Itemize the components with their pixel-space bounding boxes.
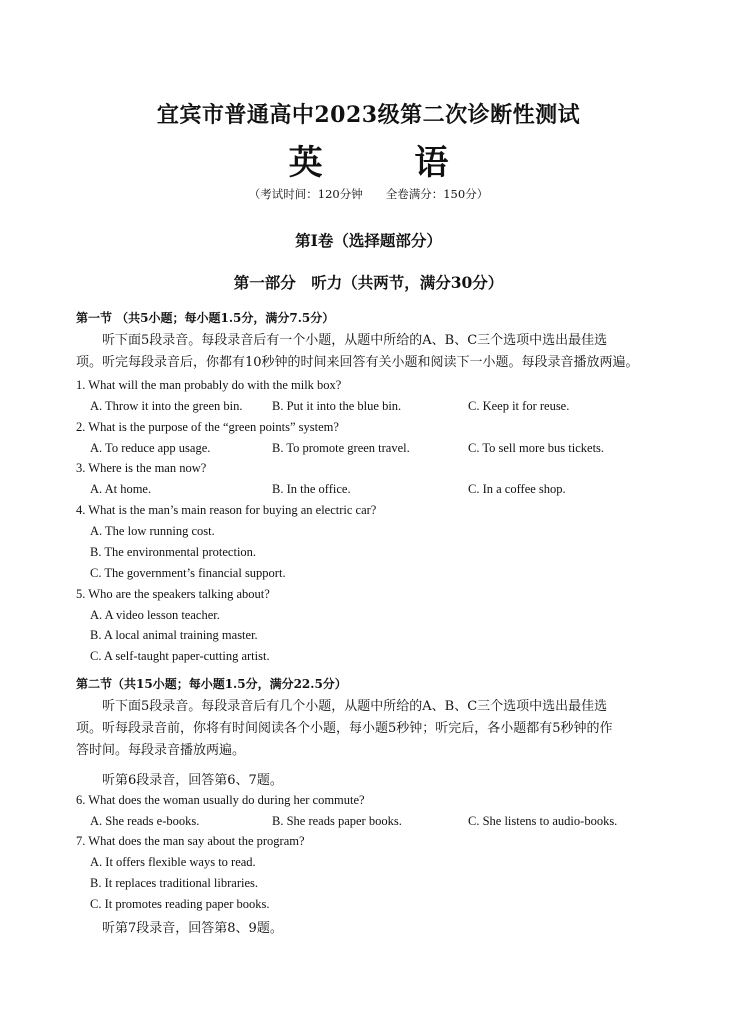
question-4-option-c: C. The government’s financial support. bbox=[90, 566, 286, 580]
question-6-option-c: C. She listens to audio-books. bbox=[468, 814, 618, 828]
question-7-option-c: C. It promotes reading paper books. bbox=[90, 897, 270, 911]
listen-segment-6: 听第6段录音，回答第6、7题。 bbox=[102, 773, 283, 788]
question-7-option-a: A. It offers flexible ways to read. bbox=[90, 855, 256, 869]
question-7-stem: 7. What does the man say about the program? bbox=[76, 834, 305, 848]
question-6-stem: 6. What does the woman usually do during her commute? bbox=[76, 793, 365, 807]
question-5-option-a: A. A video lesson teacher. bbox=[90, 608, 220, 622]
question-1-option-b: B. Put it into the blue bin. bbox=[272, 399, 402, 413]
listen-segment-7: 听第7段录音，回答第8、9题。 bbox=[102, 921, 283, 936]
exam-title: 宜宾市普通高中2023级第二次诊断性测试 bbox=[156, 102, 581, 128]
question-6-option-b: B. She reads paper books. bbox=[272, 814, 402, 828]
question-2-option-c: C. To sell more bus tickets. bbox=[468, 441, 605, 455]
question-5-stem: 5. Who are the speakers talking about? bbox=[76, 587, 270, 601]
section1-heading: 第一节 （共5小题；每小题1.5分，满分7.5分） bbox=[76, 311, 335, 325]
question-3-option-c: C. In a coffee shop. bbox=[468, 482, 566, 496]
instruction-line: 项。听完每段录音后，你都有10秒钟的时间来回答有关小题和阅读下一小题。每段录音播放两遍。 bbox=[76, 355, 639, 370]
question-2-option-b: B. To promote green travel. bbox=[272, 441, 410, 455]
question-2-option-a: A. To reduce app usage. bbox=[90, 441, 211, 455]
question-5-option-b: B. A local animal training master. bbox=[90, 628, 258, 642]
section1-instructions bbox=[76, 330, 639, 374]
instruction-line: 答时间。每段录音播放两遍。 bbox=[76, 743, 246, 758]
question-1-stem: 1. What will the man probably do with the milk box? bbox=[76, 378, 342, 392]
subject-title: 英 语 bbox=[288, 143, 489, 183]
question-7-option-b: B. It replaces traditional libraries. bbox=[90, 876, 258, 890]
exam-meta: （考试时间：120分钟 全卷满分：150分） bbox=[248, 187, 489, 201]
question-5-option-c: C. A self-taught paper-cutting artist. bbox=[90, 649, 270, 663]
instruction-line: 听下面5段录音。每段录音后有一个小题，从题中所给的A、B、C三个选项中选出最佳选 bbox=[102, 333, 608, 348]
question-3-stem: 3. Where is the man now? bbox=[76, 461, 207, 475]
section2-heading: 第二节（共15小题；每小题1.5分，满分22.5分） bbox=[76, 677, 347, 691]
question-3-option-b: B. In the office. bbox=[272, 482, 351, 496]
question-4-option-b: B. The environmental protection. bbox=[90, 545, 257, 559]
question-2-stem: 2. What is the purpose of the “green points” system? bbox=[76, 420, 339, 434]
question-1-option-c: C. Keep it for reuse. bbox=[468, 399, 570, 413]
part-heading: 第一部分 听力（共两节，满分30分） bbox=[233, 273, 504, 292]
volume-heading: 第Ⅰ卷（选择题部分） bbox=[295, 231, 442, 250]
instruction-line: 听下面5段录音。每段录音后有几个小题，从题中所给的A、B、C三个选项中选出最佳选 bbox=[102, 699, 608, 714]
question-4-stem: 4. What is the man’s main reason for buying an electric car? bbox=[76, 503, 377, 517]
question-4-option-a: A. The low running cost. bbox=[90, 524, 215, 538]
question-6-option-a: A. She reads e-books. bbox=[90, 814, 200, 828]
instruction-line: 项。听每段录音前，你将有时间阅读各个小题，每小题5秒钟；听完后，各小题都有5秒钟的作 bbox=[76, 721, 613, 736]
section2-instructions bbox=[76, 696, 613, 762]
question-3-option-a: A. At home. bbox=[90, 482, 152, 496]
question-1-option-a: A. Throw it into the green bin. bbox=[90, 399, 243, 413]
